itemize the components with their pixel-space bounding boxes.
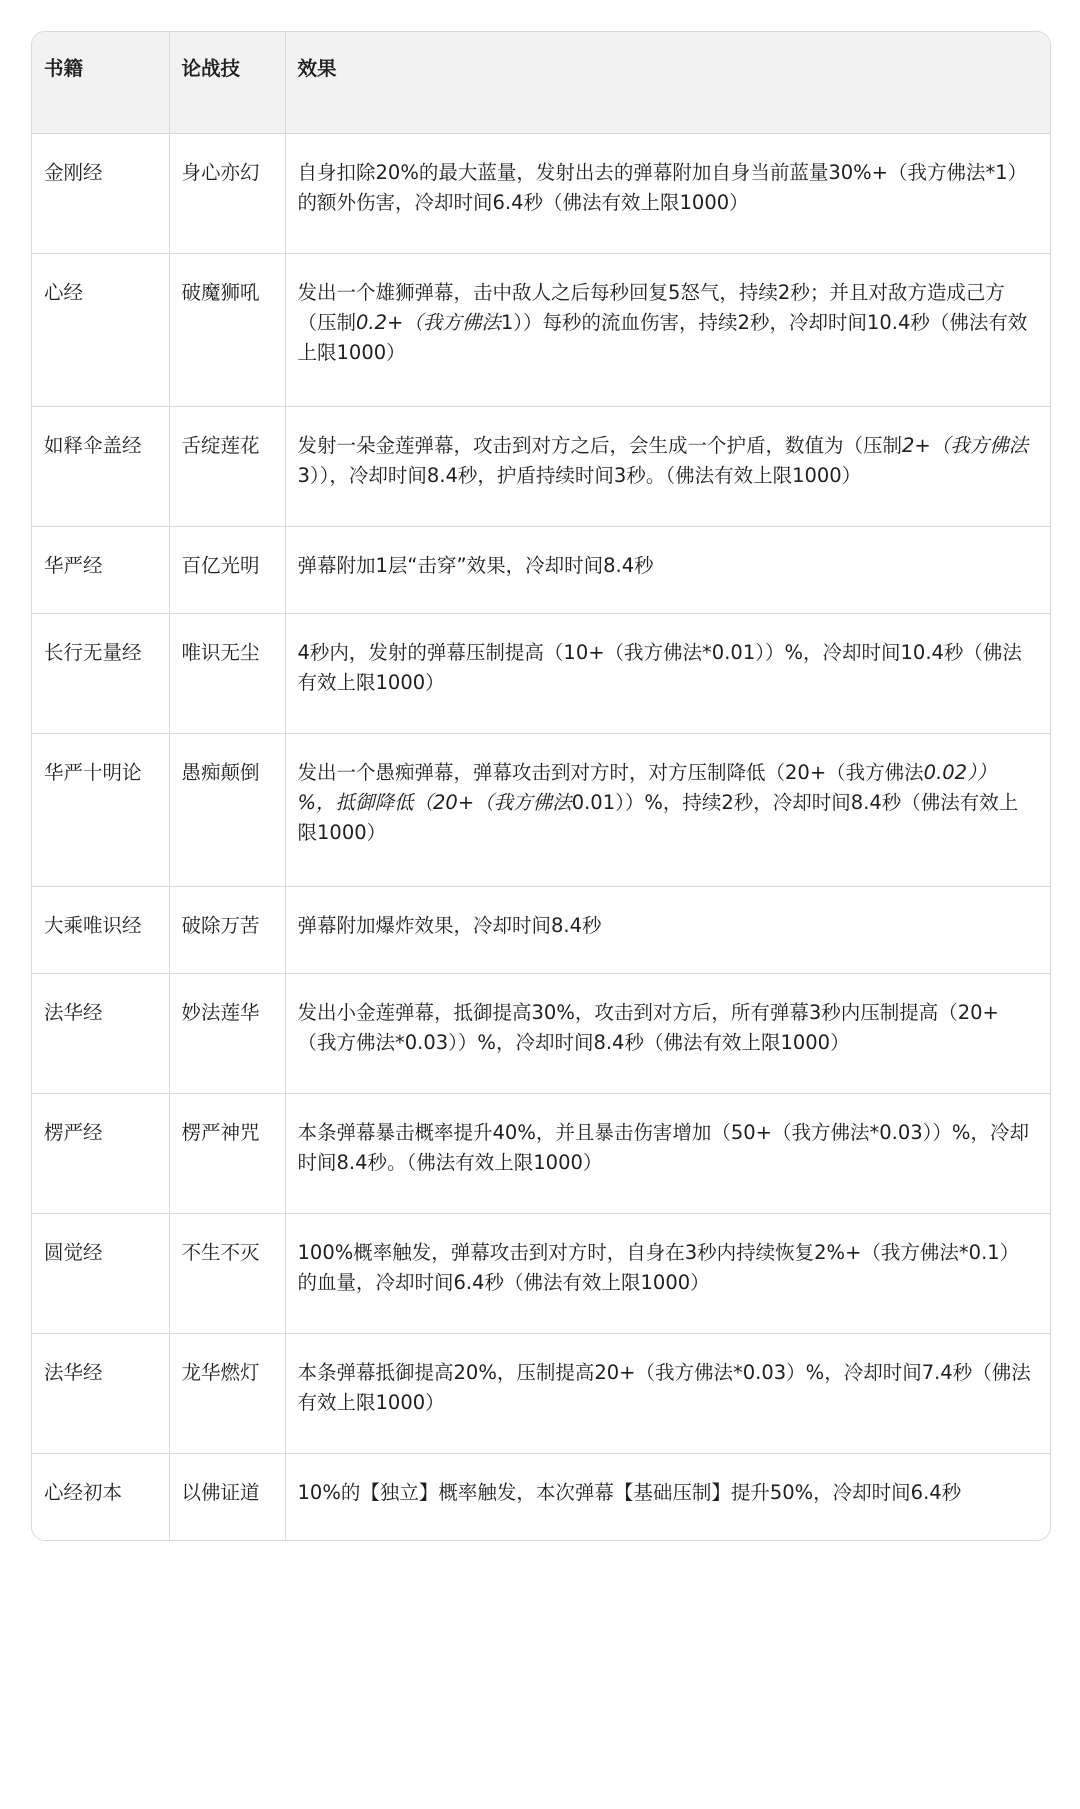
cell-effect: [285, 406, 1050, 526]
table-header-row: [32, 32, 1050, 133]
cell-skill: 百亿光明: [169, 526, 285, 613]
cell-book: 大乘唯识经: [32, 886, 169, 973]
skills-table-container: [31, 31, 1051, 1541]
cell-effect: [285, 733, 1050, 886]
effect-text-segment: 发出一个愚痴弹幕，弹幕攻击到对方时，对方压制降低（20+（我方佛法: [297, 760, 924, 784]
cell-effect: [285, 973, 1050, 1093]
effect-text-segment: 自身扣除20%的最大蓝量，发射出去的弹幕附加自身当前蓝量30%+（我方佛法*1）的额外伤害，冷却时间6.4秒（佛法有效上限1000）: [297, 160, 1028, 214]
effect-text-segment: 本条弹幕抵御提高20%，压制提高20+（我方佛法*0.03）%，冷却时间7.4秒（佛法有效上限1000）: [297, 1360, 1031, 1414]
cell-book: 金刚经: [32, 133, 169, 253]
cell-book: 楞严经: [32, 1093, 169, 1213]
cell-book: 圆觉经: [32, 1213, 169, 1333]
cell-book: 法华经: [32, 973, 169, 1093]
cell-skill: 唯识无尘: [169, 613, 285, 733]
cell-book: 长行无量经: [32, 613, 169, 733]
header-skill: 论战技: [169, 32, 285, 133]
cell-book: 心经初本: [32, 1453, 169, 1540]
effect-text-segment: 弹幕附加爆炸效果，冷却时间8.4秒: [297, 913, 602, 937]
cell-skill: 以佛证道: [169, 1453, 285, 1540]
cell-skill: 不生不灭: [169, 1213, 285, 1333]
effect-text-segment: 10%的【独立】概率触发，本次弹幕【基础压制】提升50%，冷却时间6.4秒: [297, 1480, 962, 1504]
cell-skill: 舌绽莲花: [169, 406, 285, 526]
table-row: [32, 613, 1050, 733]
effect-text-segment: 3）），冷却时间8.4秒，护盾持续时间3秒。（佛法有效上限1000）: [297, 463, 862, 487]
table-row: [32, 133, 1050, 253]
cell-book: 华严十明论: [32, 733, 169, 886]
cell-effect: [285, 526, 1050, 613]
effect-text-segment: 本条弹幕暴击概率提升40%，并且暴击伤害增加（50+（我方佛法*0.03））%，冷却时间8.4秒。（佛法有效上限1000）: [297, 1120, 1029, 1174]
table-row: [32, 1213, 1050, 1333]
effect-text-segment: 发射一朵金莲弹幕，攻击到对方之后，会生成一个护盾，数值为（压制: [297, 433, 903, 457]
table-row: [32, 886, 1050, 973]
effect-text-segment: 弹幕附加1层“击穿”效果，冷却时间8.4秒: [297, 553, 654, 577]
cell-skill: 身心亦幻: [169, 133, 285, 253]
header-book: 书籍: [32, 32, 169, 133]
cell-book: 如释伞盖经: [32, 406, 169, 526]
effect-text-segment: 发出小金莲弹幕，抵御提高30%，攻击到对方后，所有弹幕3秒内压制提高（20+（我方佛法*0.03））%，冷却时间8.4秒（佛法有效上限1000）: [297, 1000, 999, 1054]
table-row: [32, 253, 1050, 406]
table-row: [32, 1333, 1050, 1453]
effect-text-segment: 发出一个雄狮弹幕，击中敌人之后每秒回复5怒气，持续2秒；并且对敌方造成己方（压制: [297, 280, 1005, 334]
effect-text-segment: 4秒内，发射的弹幕压制提高（10+（我方佛法*0.01））%，冷却时间10.4秒（佛法有效上限1000）: [297, 640, 1022, 694]
cell-effect: [285, 613, 1050, 733]
cell-effect: [285, 253, 1050, 406]
table-row: [32, 1093, 1050, 1213]
cell-effect: [285, 1333, 1050, 1453]
effect-text-segment: 0.2+（我方佛法: [356, 310, 501, 334]
effect-text-segment: 0.02））%，抵御降低（20+（我方佛法: [297, 760, 997, 814]
cell-effect: [285, 1093, 1050, 1213]
table-row: [32, 526, 1050, 613]
cell-skill: 破除万苦: [169, 886, 285, 973]
effect-text-segment: 1））每秒的流血伤害，持续2秒，冷却时间10.4秒（佛法有效上限1000）: [297, 310, 1028, 364]
cell-effect: [285, 1213, 1050, 1333]
effect-text-segment: 2+（我方佛法: [902, 433, 1029, 457]
cell-skill: 破魔狮吼: [169, 253, 285, 406]
effect-text-segment: 100%概率触发，弹幕攻击到对方时，自身在3秒内持续恢复2%+（我方佛法*0.1）的血量，冷却时间6.4秒（佛法有效上限1000）: [297, 1240, 1020, 1294]
cell-skill: 龙华燃灯: [169, 1333, 285, 1453]
table-row: [32, 1453, 1050, 1540]
cell-skill: 妙法莲华: [169, 973, 285, 1093]
effect-text-segment: 0.01））%，持续2秒，冷却时间8.4秒（佛法有效上限1000）: [297, 790, 1019, 844]
cell-effect: [285, 133, 1050, 253]
cell-skill: 楞严神咒: [169, 1093, 285, 1213]
cell-book: 法华经: [32, 1333, 169, 1453]
skills-table: [32, 32, 1050, 1540]
cell-skill: 愚痴颠倒: [169, 733, 285, 886]
cell-effect: [285, 1453, 1050, 1540]
table-row: [32, 973, 1050, 1093]
cell-book: 华严经: [32, 526, 169, 613]
header-effect: 效果: [285, 32, 1050, 133]
table-row: [32, 406, 1050, 526]
cell-effect: [285, 886, 1050, 973]
table-row: [32, 733, 1050, 886]
cell-book: 心经: [32, 253, 169, 406]
